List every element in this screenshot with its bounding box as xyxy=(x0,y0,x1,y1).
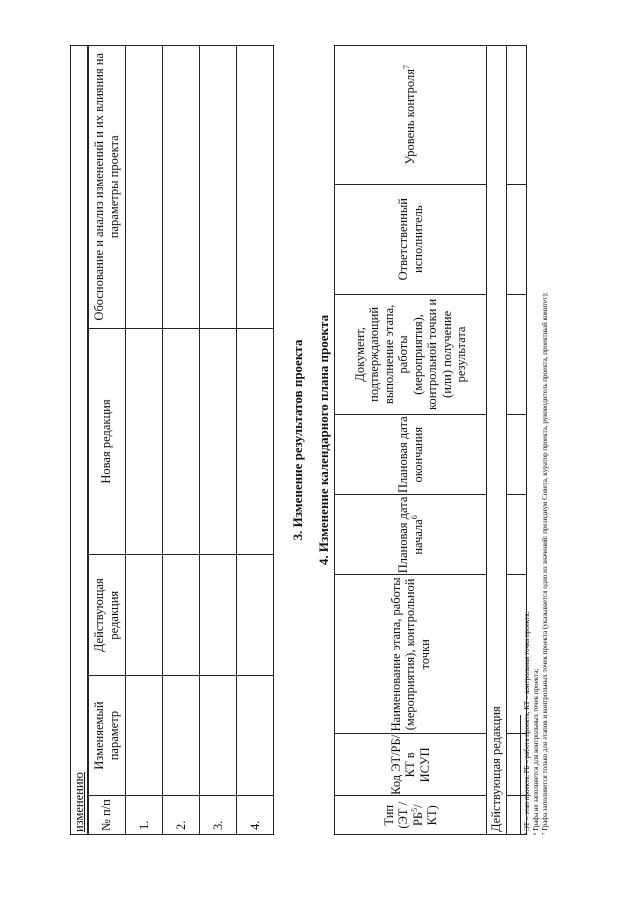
col-code-header: Код ЭТ/РБ/КТ в ИСУП xyxy=(335,734,487,796)
cell xyxy=(237,675,274,795)
row-num: 2. xyxy=(163,796,200,835)
cell xyxy=(163,46,200,329)
section3-title: 3. Изменение результатов проекта xyxy=(290,339,305,541)
top-fragment-text: изменению xyxy=(72,772,87,832)
row-num: 3. xyxy=(200,796,237,835)
rotated-page xyxy=(70,45,549,835)
footnote-7: ⁷ Графа заполняется только для этапов и контрольных точек проекта (указывается одно из значений: президиум Совета, куратор проекта, руководитель проекта, проектный комитет); xyxy=(541,292,549,835)
col-end-header: Плановая дата окончания xyxy=(335,415,487,495)
section4-title: 4. Изменение календарного плана проекта xyxy=(316,314,331,566)
col-param-header: Изменяемый параметр xyxy=(88,675,126,795)
col-level-header: Уровень контроля$^7$ xyxy=(335,46,487,185)
row-num: 1. xyxy=(126,796,163,835)
cell xyxy=(126,46,163,329)
cell xyxy=(200,46,237,329)
col-current-header: Действующая редакция xyxy=(88,555,126,675)
col-name-header: Наименование этапа, работы (мероприятия), контрольной точки xyxy=(335,575,487,734)
cell xyxy=(126,555,163,675)
results-table xyxy=(87,45,274,835)
cell xyxy=(237,46,274,329)
current-edition-label: Действующая редакция xyxy=(487,46,507,835)
col-resp-header: Ответственный исполнитель xyxy=(335,184,487,294)
cell xyxy=(200,555,237,675)
top-fragment-cell xyxy=(71,46,89,835)
col-type-header: Тип (ЭТ $/РБ^5/КТ$) xyxy=(335,796,487,835)
row-num: 4. xyxy=(237,796,274,835)
cell xyxy=(126,675,163,795)
cell xyxy=(163,328,200,555)
cell xyxy=(163,555,200,675)
cell xyxy=(200,328,237,555)
footnote-6: ⁶ Графа не заполняется для контрольных точек проекта; xyxy=(532,668,540,835)
col-reason-header: Обоснование и анализ изменений и их влияния на параметры проекта xyxy=(88,46,126,329)
cell xyxy=(237,328,274,555)
footnote-rule xyxy=(520,715,521,835)
cell xyxy=(200,675,237,795)
cell xyxy=(237,555,274,675)
col-new-header: Новая редакция xyxy=(88,328,126,555)
col-doc-header: Документ, подтверждающий выполнение этапа, работы (мероприятия), контрольной точки и (или) получение результата xyxy=(335,294,487,414)
col-start-header: Плановая дата начала$^6$ xyxy=(335,495,487,575)
footnote-5: ⁵ ЭТ – этап проекта, РБ – работа проекта, КТ – контрольная точка проекта; xyxy=(523,611,531,835)
cell xyxy=(126,328,163,555)
calendar-table xyxy=(334,45,527,835)
cell xyxy=(163,675,200,795)
col-num-header: № п/п xyxy=(88,796,126,835)
